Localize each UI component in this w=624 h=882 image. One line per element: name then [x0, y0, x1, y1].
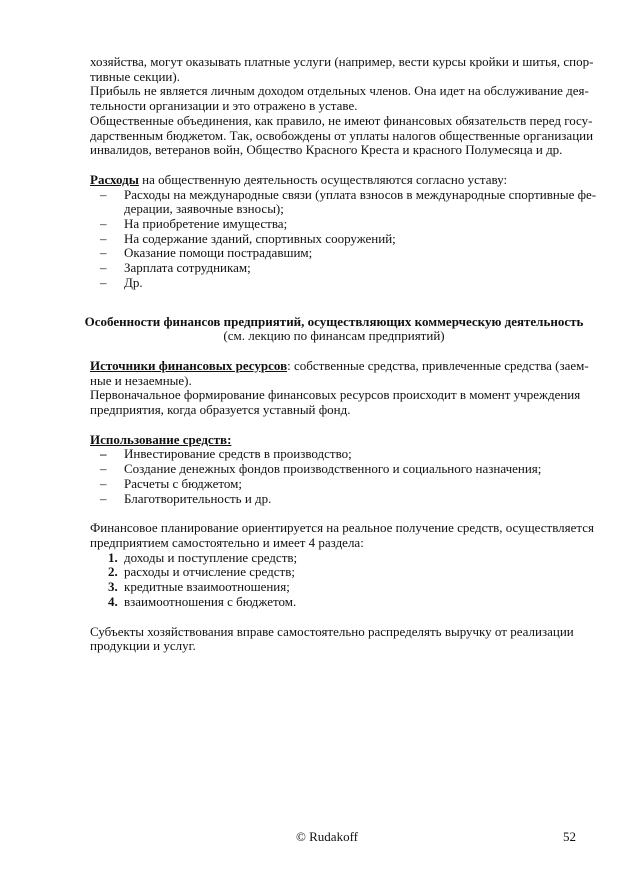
intro-paragraphs: [90, 54, 594, 158]
text-line: предприятия, когда образуется уставный фонд.: [90, 402, 351, 418]
list-item: [90, 232, 578, 247]
closing-paragraph: [90, 625, 578, 654]
dash-marker: –: [100, 260, 107, 276]
usage-term: Использование средств:: [90, 431, 232, 447]
text-line: дарственным бюджетом. Так, освобождены от уплаты налогов общественные организации: [90, 127, 594, 143]
paragraph-spacer: [90, 418, 578, 433]
sources-term: Источники финансовых ресурсов: [90, 357, 288, 373]
text-line: Общественные объединения, как правило, не имеют финансовых обязательств перед госу-: [90, 112, 593, 128]
expenses-term: Расходы: [90, 171, 139, 187]
dash-marker: –: [100, 230, 107, 246]
expenses-section: [90, 171, 597, 291]
list-item-text: дерации, заявочные взносы);: [124, 201, 284, 217]
list-item: [90, 261, 578, 276]
list-item-text: Расходы на международные связи (уплата взносов в международные спортивные фе-: [124, 186, 597, 202]
list-item-text: Оказание помощи пострадавшим;: [124, 245, 313, 261]
usage-heading-line: [90, 433, 578, 448]
expenses-heading-line: [90, 173, 578, 188]
text-line: предприятием самостоятельно и имеет 4 раздела:: [90, 534, 364, 550]
footer-copyright: © Rudakoff: [296, 829, 358, 844]
text-line: инвалидов, ветеранов войн, Общество Красного Креста и красного Полумесяца и др.: [90, 142, 563, 158]
item-number: 1.: [108, 549, 118, 565]
section-heading: [84, 315, 584, 344]
sources-heading-line: [90, 357, 589, 374]
paragraph-spacer: [90, 506, 578, 521]
item-text: расходы и отчисление средств;: [124, 564, 295, 580]
paragraph-spacer: [90, 158, 578, 173]
text-line: Первоначальное формирование финансовых ресурсов происходит в момент учреждения: [90, 387, 581, 403]
paragraph-spacer: [90, 291, 578, 315]
list-item-text: Инвестирование средств в производство;: [124, 446, 352, 462]
sources-section: [90, 357, 589, 418]
dash-marker: –: [100, 245, 107, 261]
document-body: [84, 54, 597, 654]
list-item-text: На содержание зданий, спортивных сооружений;: [124, 230, 396, 246]
item-number: 2.: [108, 564, 118, 580]
list-item: [90, 217, 578, 232]
list-item: [90, 477, 578, 492]
numbered-item: [90, 580, 578, 595]
text-line: ные и незаемные).: [90, 372, 192, 388]
list-item-text: На приобретение имущества;: [124, 216, 288, 232]
item-text: кредитные взаимоотношения;: [124, 579, 290, 595]
text-line: Прибыль не является личным доходом отдельных членов. Она идет на обслуживание дея-: [90, 83, 589, 99]
text-line: Субъекты хозяйствования вправе самостоятельно распределять выручку от реализации: [90, 623, 574, 639]
sources-text: : собственные средства, привлеченные средства (заем-: [287, 357, 589, 373]
text-line: продукции и услуг.: [90, 638, 196, 654]
dash-marker: –: [100, 475, 107, 491]
item-text: доходы и поступление средств;: [124, 549, 298, 565]
usage-section: [90, 433, 578, 507]
expenses-intro: на общественную деятельность осуществляются согласно уставу:: [138, 171, 508, 187]
paragraph-spacer: [90, 610, 578, 625]
list-item: [90, 447, 578, 462]
section-title: Особенности финансов предприятий, осуществляющих коммерческую деятельность: [84, 313, 584, 329]
list-item: [90, 492, 578, 507]
list-item: [90, 276, 578, 291]
list-item: [90, 462, 578, 477]
page-number: 52: [563, 829, 576, 844]
dash-marker: –: [100, 216, 107, 232]
numbered-item: [90, 565, 578, 580]
item-text: взаимоотношения с бюджетом.: [124, 593, 297, 609]
list-item-continuation: [90, 202, 578, 217]
list-item-text: Др.: [124, 274, 143, 290]
item-number: 3.: [108, 579, 118, 595]
paragraph-spacer: [90, 344, 578, 359]
list-item: [90, 186, 597, 203]
dash-marker: –: [100, 186, 107, 202]
text-line: тельности организации и это отражено в уставе.: [90, 98, 358, 114]
dash-marker: –: [100, 446, 107, 462]
list-item-text: Расчеты с бюджетом;: [124, 475, 242, 491]
list-item-text: Создание денежных фондов производственного и социального назначения;: [124, 461, 542, 477]
list-item-text: Зарплата сотрудникам;: [124, 260, 251, 276]
item-number: 4.: [108, 593, 118, 609]
dash-marker: –: [100, 490, 107, 506]
numbered-item: [90, 551, 578, 566]
numbered-item: [90, 595, 578, 610]
dash-marker: –: [100, 461, 107, 477]
text-line: хозяйства, могут оказывать платные услуги (например, вести курсы кройки и шитья, спор-: [90, 54, 594, 69]
section-subtitle: (см. лекцию по финансам предприятий): [223, 328, 445, 344]
planning-section: [90, 520, 594, 609]
text-line: Финансовое планирование ориентируется на реальное получение средств, осуществляется: [90, 520, 594, 536]
text-line: тивные секции).: [90, 68, 180, 84]
list-item: [90, 246, 578, 261]
dash-marker: –: [100, 274, 107, 290]
list-item-text: Благотворительность и др.: [124, 490, 272, 506]
